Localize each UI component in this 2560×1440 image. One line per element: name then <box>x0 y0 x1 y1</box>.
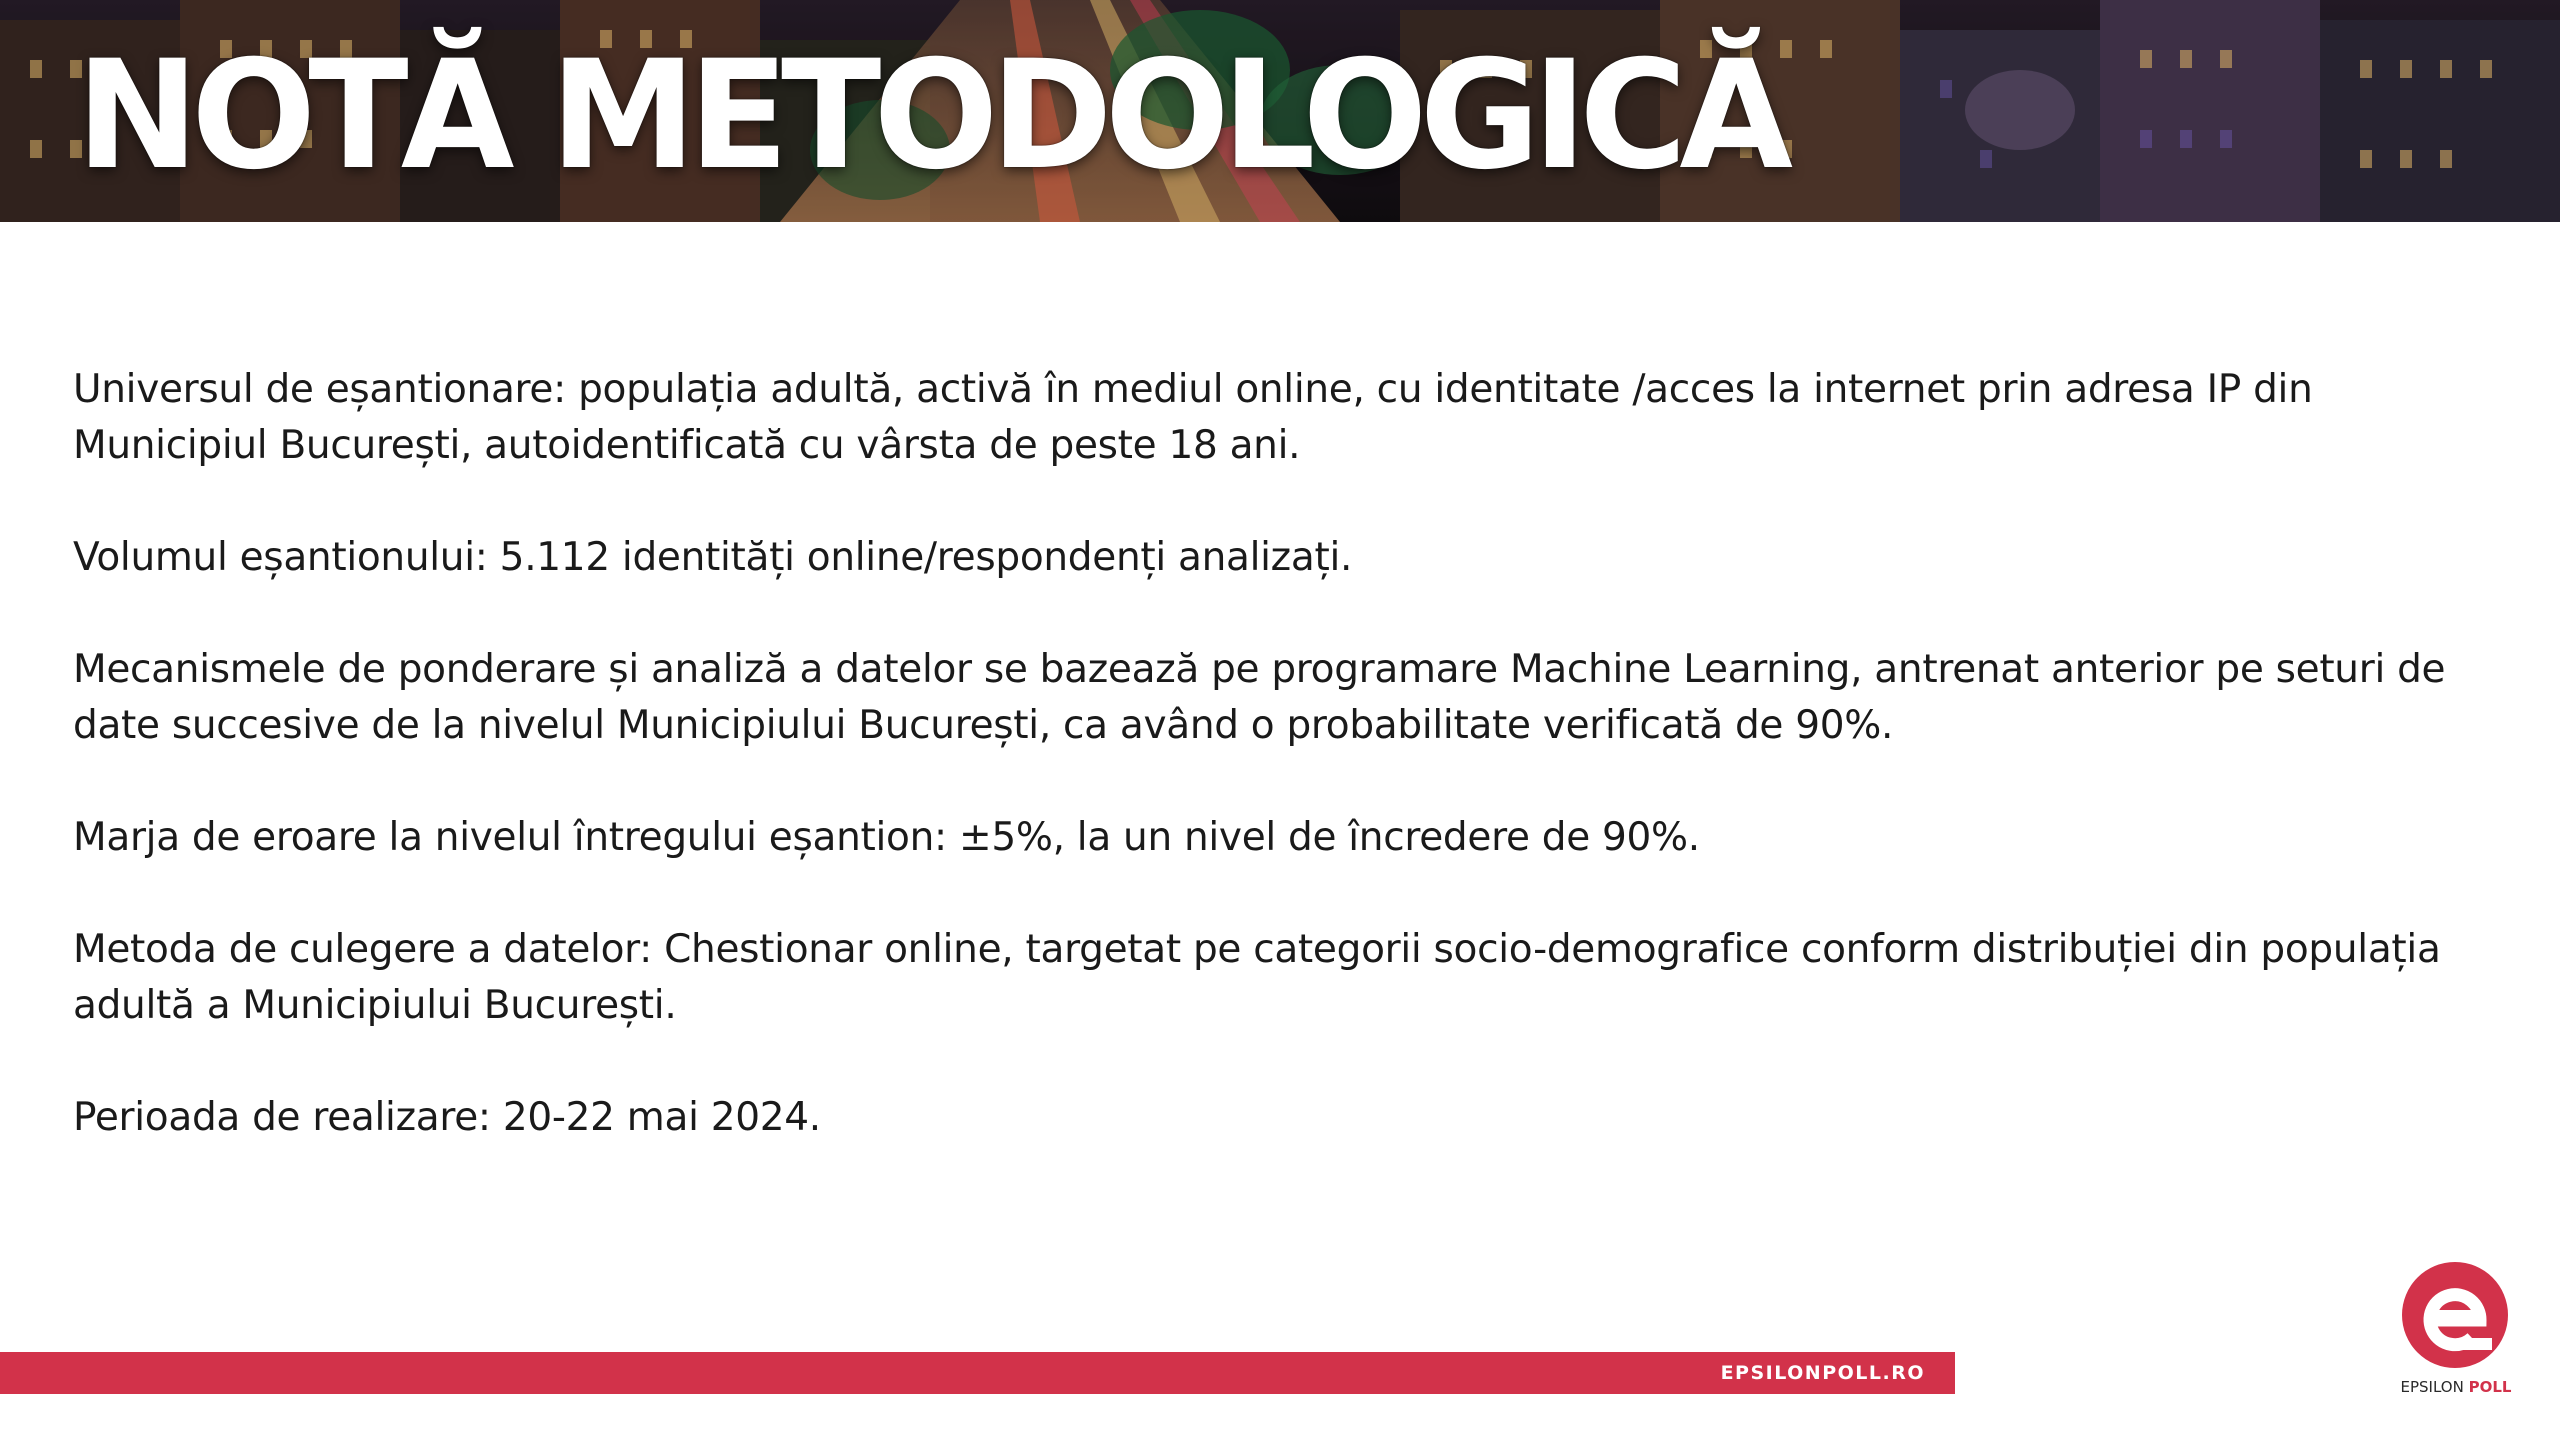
logo-word-poll: POLL <box>2468 1378 2512 1396</box>
paragraph-sample-size: Volumul eșantionului: 5.112 identități online/respondenți analizați. <box>73 535 1353 580</box>
paragraph-collection-method: Metoda de culegere a datelor: Chestionar online, targetat pe categorii socio-demografice conform distribuției din populația adultă a Municipiului București. <box>73 927 2441 1028</box>
footer-bar <box>0 1352 1955 1394</box>
header-banner <box>0 0 2560 222</box>
epsilon-e-icon <box>2400 1260 2510 1370</box>
brand-logo <box>2396 1260 2516 1410</box>
logo-word-epsilon: EPSILON <box>2400 1378 2464 1396</box>
footer-url-link[interactable]: EPSILONPOLL.RO <box>1720 1362 1925 1384</box>
methodology-content <box>73 362 2513 1202</box>
paragraph-sampling-universe: Universul de eșantionare: populația adultă, activă în mediul online, cu identitate /acces la internet prin adresa IP din Municipiul București, autoidentificată cu vârsta de peste 18 ani. <box>73 367 2313 468</box>
paragraph-margin-of-error: Marja de eroare la nivelul întregului eșantion: ±5%, la un nivel de încredere de 90%. <box>73 815 1700 860</box>
page-title: NOTĂ METODOLOGICĂ <box>76 29 1786 203</box>
logo-wordmark <box>2396 1378 2516 1396</box>
paragraph-weighting: Mecanismele de ponderare și analiză a datelor se bazează pe programare Machine Learning, antrenat anterior pe seturi de date succesive de la nivelul Municipiului București, ca având o probabilitate verificată de 90%. <box>73 647 2446 748</box>
paragraph-period: Perioada de realizare: 20-22 mai 2024. <box>73 1095 821 1140</box>
